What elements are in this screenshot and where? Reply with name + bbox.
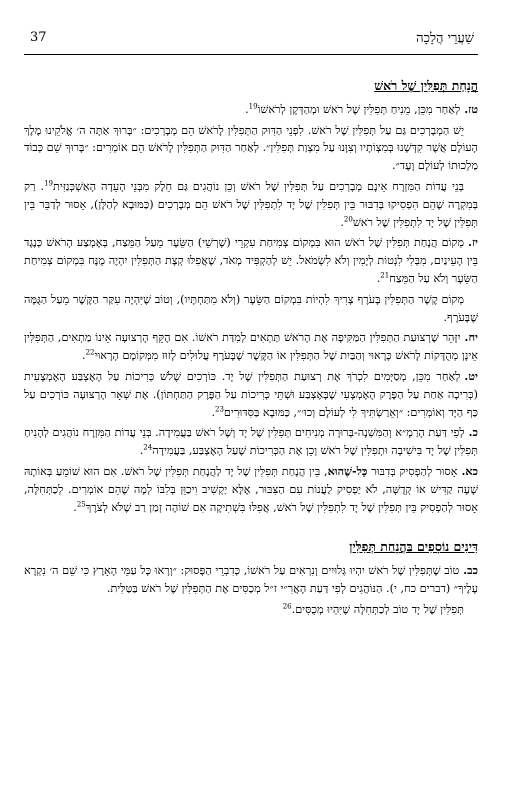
footnote-ref: 26 — [282, 601, 292, 610]
paragraph-text: בְּנֵי עֲדוֹת הַמִּזְרָח אֵינָם מְבָרְכִים עַל תְּפִלִּין שֶׁל רֹאשׁ וְכֵן נוֹהֲגִים גַּם חֵלֶק מִבְּנֵי הָעֵדָה הָאַשְׁכְּנַזִּית — [52, 179, 464, 193]
paragraph-21: כא.אָסוּר לְהַפְסִיק בְּדִבּוּר כָּל-שֶׁהוּא, בֵּין הֲנָחַת תְּפִלִּין שֶׁל יָד לַהֲנָחַת תְּפִלִּין שֶׁל רֹאשׁ. אִם הוּא שׁוֹמֵעַ בְּאוֹתָהּ שָׁעָה קַדִּישׁ אוֹ קְדֻשָּׁה, לֹא יַפְסִיק לַעֲנוֹת עִם הַצִּבּוּר, אֶלָּא יַקְשִׁיב וִיכַוֵּן בְּלִבּוֹ לְמָה שֶׁהֵם אוֹמְרִים. לְכַתְּחִלָּה, אָסוּר לְהַפְסִיק בֵּין תְּפִלִּין שֶׁל יָד לִתְפִלִּין שֶׁל רֹאשׁ, אֲפִלּוּ בִּשְׁתִיקָה אִם שׁוֹהֶה זְמַן רַב שֶׁלֹּא לְצֹרֶךְ$^{25}$. — [24, 463, 478, 514]
paragraph-17: יז.מְקוֹם הֲנָחַת תְּפִלִּין שֶׁל רֹאשׁ הוּא בִּמְקוֹם צְמִיחַת עִקְרֵי (שָׁרְשֵׁי) הַשֵּׂעָר מֵעַל הַמֵּצַח, בְּאֶמְצַע הָרֹאשׁ כְּנֶגֶד בֵּין הָעֵינַיִם, מִבְּלִי לִנְטוֹת לְיָמִין וְלֹא לִשְׂמֹאל. יֵשׁ לְהַקְפִּיד מְאֹד, שֶׁאֲפִלּוּ קְצָת הַתְּפִלִּין יִהְיֶה מֻנָּח בִּמְקוֹם צְמִיחַת הַשֵּׂעָר וְלֹא עַל הַמֵּצַח$^{21}$. — [24, 235, 478, 285]
paragraph-text: מְקוֹם הֲנָחַת תְּפִלִּין שֶׁל רֹאשׁ הוּא בִּמְקוֹם צְמִיחַת עִקְרֵי (שָׁרְשֵׁי) הַשֵּׂעָר מֵעַל הַמֵּצַח, בְּאֶמְצַע הָרֹאשׁ כְּנֶגֶד בֵּין הָעֵינַיִם, מִבְּלִי לִנְטוֹת לְיָמִין וְלֹא לִשְׂמֹאל. יֵשׁ לְהַקְפִּיד מְאֹד, שֶׁאֲפִלּוּ קְצָת הַתְּפִלִּין יִהְיֶה מֻנָּח בִּמְקוֹם צְמִיחַת הַשֵּׂעָר וְלֹא עַל הַמֵּצַח — [24, 236, 478, 285]
section-title-head-tefillin: הֲנָחַת תְּפִלִּין שֶׁל רֹאשׁ — [374, 78, 478, 93]
paragraph-text: לְפִי דַּעַת הָרַמָ״א וְהַמִּשְׁנָה-בְּרוּרָה מְנִיחִים תְּפִלִּין שֶׁל יָד וְשֶׁל רֹאשׁ בַּעֲמִידָה. בְּנֵי עֲדוֹת הַמִּזְרָח נוֹהֲגִים לְהָנִיחַ תְּפִלִּין שֶׁל יָד בִּישִׁיבָה וּתְפִלִּין שֶׁל רֹאשׁ וְכֵן אֶת הַכְּרִיכוֹת שֶׁעַל הָאֶצְבַּע, בַּעֲמִידָה — [24, 426, 478, 458]
section-number: כ. — [468, 425, 478, 440]
section-number: יח. — [464, 330, 478, 345]
footnote-ref: 19 — [44, 179, 53, 188]
footnote-ref: 19 — [248, 102, 258, 111]
page-header — [24, 26, 478, 48]
paragraph-16-blessing: יֵשׁ הַמְבָרְכִים גַּם עַל תְּפִלִּין שֶׁל רֹאשׁ. לִפְנֵי הַדִּוּק הַתְּפִלִּין לָרֹאשׁ הֵם מְבָרְכִים: ״בָּרוּךְ אַתָּה ה׳ אֱלֹקֵינוּ מֶלֶךְ הָעוֹלָם אֲשֶׁר קִדְּשָׁנוּ בְּמִצְוֹתָיו וְצִוָּנוּ עַל מִצְוַת תְּפִלִּין״. לְאַחַר הַדִּוּק הַתְּפִלִּין לָרֹאשׁ הֵם אוֹמְרִים: ״בָּרוּךְ שֵׁם כְּבוֹד מַלְכוּתוֹ לְעוֹלָם וָעֶד״. — [24, 123, 478, 173]
footnote-ref: 21 — [380, 271, 390, 280]
paragraph-20: כ.לְפִי דַּעַת הָרַמָ״א וְהַמִּשְׁנָה-בְּרוּרָה מְנִיחִים תְּפִלִּין שֶׁל יָד וְשֶׁל רֹאשׁ בַּעֲמִידָה. בְּנֵי עֲדוֹת הַמִּזְרָח נוֹהֲגִים לְהָנִיחַ תְּפִלִּין שֶׁל יָד בִּישִׁיבָה וּתְפִלִּין שֶׁל רֹאשׁ וְכֵן אֶת הַכְּרִיכוֹת שֶׁעַל הָאֶצְבַּע, בַּעֲמִידָה$^{24}$. — [24, 425, 478, 458]
page-body — [24, 77, 478, 619]
header-rule — [24, 54, 478, 55]
section-number: טז. — [464, 101, 478, 116]
section-number: יט. — [464, 368, 478, 383]
footnote-ref: 23 — [215, 404, 224, 413]
paragraph-text: לְאַחַר מִכֵּן, מְסַיְּמִים לִכְרֹךְ אֶת רְצוּעַת הַתְּפִלִּין שֶׁל יָד. כּוֹרְכִים שָׁלֹשׁ כְּרִיכוֹת עַל הָאֶצְבַּע הָאֶמְצָעִית (כְּרִיכָה אַחַת עַל הַפֶּרֶק הָאֶמְצָעִי שֶׁבָּאֶצְבַּע וּשְׁתֵּי כְּרִיכוֹת עַל הַפֶּרֶק הַתַּחְתּוֹן). אֶת שְׁאָר הָרְצוּעָה כּוֹרְכִים עַל כַּף הַיָּד וְאוֹמְרִים: ״וְאֵרַשְׂתִּיךְ לִי לְעוֹלָם וְכוּ׳״, כַּמּוּבָא בַּסִּדּוּרִים — [24, 369, 478, 419]
paragraph-text: . רַק בְּמִקְרֶה שֶׁהֵם הִפְסִיקוּ בְּדִבּוּר בֵּין תְּפִלִּין שֶׁל יָד לִתְפִלִּין שֶׁל רֹאשׁ הֵם מְבָרְכִים (כַּמּוּבָא לְהַלָּן), אָסוּר לְדַבֵּר בֵּין תְּפִלִּין שֶׁל יָד לִתְפִלִּין שֶׁל רֹאשׁ — [24, 179, 478, 229]
footnote-ref: 20 — [343, 214, 353, 223]
section-title-additional-laws: דִּינִים נוֹסָפִים בַּהֲנָחַת תְּפִלִּין — [349, 539, 478, 555]
paragraph-text: טוֹב שֶׁתְּפִלִּין שֶׁל רֹאשׁ יִהְיוּ גְּלוּיִים וְנִרְאִים עַל רֹאשׁוֹ, כְּדִבְרֵי הַפָּסוּק: ״וְרָאוּ כָּל עַמֵּי הָאָרֶץ כִּי שֵׁם ה׳ נִקְרָא עָלֶיךָ״ (דברים כח, י). הַנּוֹהֲגִים לְפִי דַּעַת הָאֲרִ״י ז״ל מְכַסִּים אֶת הַתְּפִלִּין שֶׁל רֹאשׁ בַּטַּלִּית. — [24, 564, 478, 595]
section-number: כא. — [461, 463, 478, 478]
paragraph-16: טז.לְאַחַר מִכֵּן, מֵנִיחַ תְּפִלִּין שֶׁל רֹאשׁ וּמְהַדְּקָן לְרֹאשׁוֹ$^{19}$. — [245, 101, 478, 116]
section-number: כב. — [463, 563, 478, 578]
paragraph-text: אָסוּר לְהַפְסִיק בְּדִבּוּר — [367, 464, 458, 478]
paragraph-text: לְאַחַר מִכֵּן, מֵנִיחַ תְּפִלִּין שֶׁל רֹאשׁ וּמְהַדְּקָן לְרֹאשׁוֹ — [257, 102, 461, 116]
paragraph-19: יט.לְאַחַר מִכֵּן, מְסַיְּמִים לִכְרֹךְ אֶת רְצוּעַת הַתְּפִלִּין שֶׁל יָד. כּוֹרְכִים שָׁלֹשׁ כְּרִיכוֹת עַל הָאֶצְבַּע הָאֶמְצָעִית (כְּרִיכָה אַחַת עַל הַפֶּרֶק הָאֶמְצָעִי שֶׁבָּאֶצְבַּע וּשְׁתֵּי כְּרִיכוֹת עַל הַפֶּרֶק הַתַּחְתּוֹן). אֶת שְׁאָר הָרְצוּעָה כּוֹרְכִים עַל כַּף הַיָּד וְאוֹמְרִים: ״וְאֵרַשְׂתִּיךְ לִי לְעוֹלָם וְכוּ׳״, כַּמּוּבָא בַּסִּדּוּרִים$^{23}$. — [24, 368, 478, 419]
paragraph-text: יִזָּהֵר שֶׁרְצוּעַת הַתְּפִלִּין הַמַּקִּיפָה אֶת הָרֹאשׁ תַּתְאִים לְמִדַּת רֹאשׁוֹ. אִם הֶקֵּף הָרְצוּעָה אֵינוֹ מַתְאִים, הַתְּפִלִּין אֵינָן מְהֻדָּקוֹת לָרֹאשׁ כָּרָאוּי וְהַבַּיִת שֶׁל הַתְּפִלִּין אוֹ הַקֶּשֶׁר שֶׁבָּעֹרֶף עֲלוּלִים לָזוּז מִמְּקוֹמָם הָרָאוּי — [24, 331, 478, 363]
page-number: 37 — [30, 30, 47, 45]
emphasis-text: כָּל-שֶׁהוּא — [327, 463, 368, 478]
paragraph-22-hand — [24, 601, 478, 619]
footnote-ref: 25 — [76, 499, 86, 508]
footnote-ref: 24 — [143, 443, 153, 452]
paragraph-text: תְּפִלִּין שֶׁל יָד טוֹב לְכַתְּחִלָּה שֶׁיִּהְיוּ מְכֻסִּים. — [291, 602, 464, 616]
paragraph-text: , בֵּין הֲנָחַת תְּפִלִּין שֶׁל יָד לַהֲנָחַת תְּפִלִּין שֶׁל רֹאשׁ. אִם הוּא שׁוֹמֵעַ בְּאוֹתָהּ שָׁעָה קַדִּישׁ אוֹ קְדֻשָּׁה, לֹא יַפְסִיק לַעֲנוֹת עִם הַצִּבּוּר, אֶלָּא יַקְשִׁיב וִיכַוֵּן בְּלִבּוֹ לְמָה שֶׁהֵם אוֹמְרִים. לְכַתְּחִלָּה, אָסוּר לְהַפְסִיק בֵּין תְּפִלִּין שֶׁל יָד לִתְפִלִּין שֶׁל רֹאשׁ, אֲפִלּוּ בִּשְׁתִיקָה אִם שׁוֹהֶה זְמַן רַב שֶׁלֹּא לְצֹרֶךְ — [24, 464, 478, 514]
paragraph-16-custom: בְּנֵי עֲדוֹת הַמִּזְרָח אֵינָם מְבָרְכִים עַל תְּפִלִּין שֶׁל רֹאשׁ וְכֵן נוֹהֲגִים גַּם חֵלֶק מִבְּנֵי הָעֵדָה הָאַשְׁכְּנַזִּית$^{19}$. רַק בְּמִקְרֶה שֶׁהֵם הִפְסִיקוּ בְּדִבּוּר בֵּין תְּפִלִּין שֶׁל יָד לִתְפִלִּין שֶׁל רֹאשׁ הֵם מְבָרְכִים (כַּמּוּבָא לְהַלָּן), אָסוּר לְדַבֵּר בֵּין תְּפִלִּין שֶׁל יָד לִתְפִלִּין שֶׁל רֹאשׁ$^{20}$. — [24, 179, 478, 229]
paragraph-18: יח.יִזָּהֵר שֶׁרְצוּעַת הַתְּפִלִּין הַמַּקִּיפָה אֶת הָרֹאשׁ תַּתְאִים לְמִדַּת רֹאשׁוֹ. אִם הֶקֵּף הָרְצוּעָה אֵינוֹ מַתְאִים, הַתְּפִלִּין אֵינָן מְהֻדָּקוֹת לָרֹאשׁ כָּרָאוּי וְהַבַּיִת שֶׁל הַתְּפִלִּין אוֹ הַקֶּשֶׁר שֶׁבָּעֹרֶף עֲלוּלִים לָזוּז מִמְּקוֹמָם הָרָאוּי$^{22}$. — [24, 330, 478, 363]
section-number: יז. — [468, 235, 478, 250]
footnote-ref: 22 — [85, 348, 95, 357]
paragraph-17-knot: מְקוֹם קֶשֶׁר הַתְּפִלִּין בָּעֹרֶף צָרִיךְ לִהְיוֹת בִּמְקוֹם הַשֵּׂעָר (וְלֹא מִתַּחְתָּיו), וְטוֹב שֶׁיִּהְיֶה עִקַּר הַקֶּשֶׁר מֵעַל הַגֻּמָּה שֶׁבָּעֹרֶף. — [24, 292, 478, 324]
running-title: שַׁעֲרֵי הֲלָכָה — [416, 31, 474, 46]
paragraph-22 — [24, 562, 478, 598]
